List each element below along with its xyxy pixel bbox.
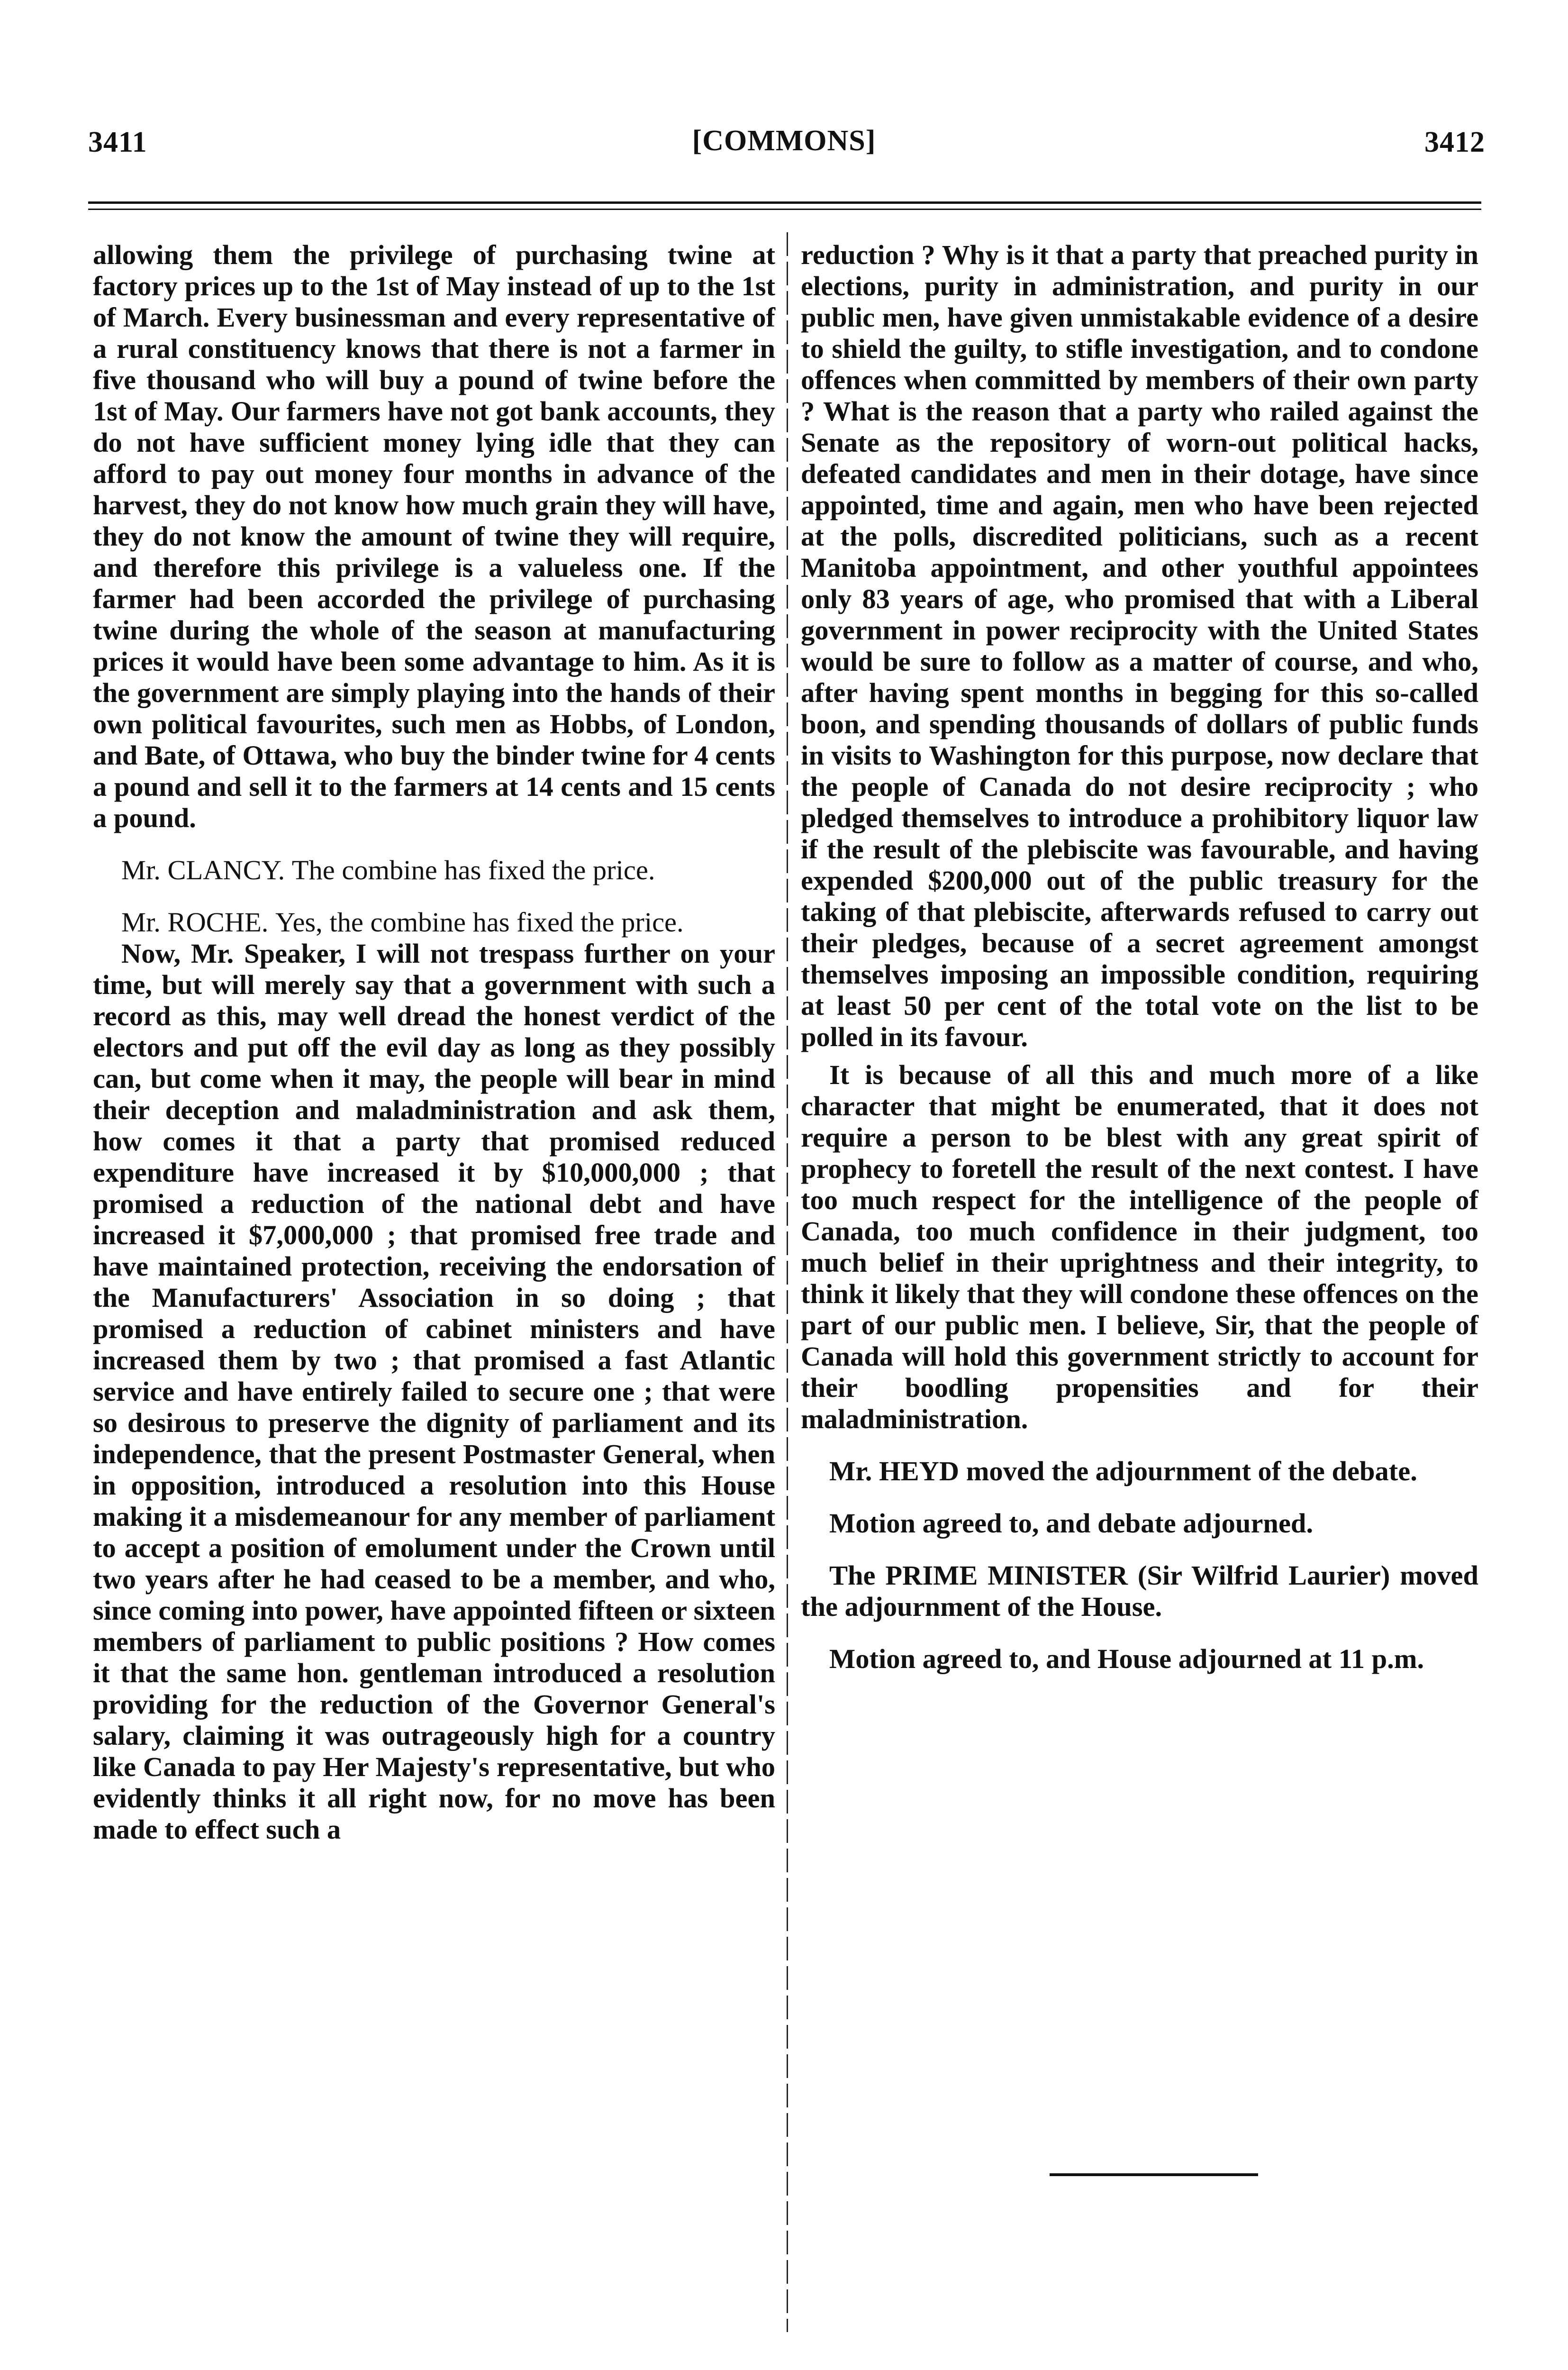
left-paragraph-1: allowing them the privilege of purchasing twine at factory prices up to the 1st of May instead of up to the 1st of March. Every businessman and every representative of a rural constituency knows that there is not a farmer in five thousand who will buy a pound of twine before the 1st of May. Our farmers have not got bank accounts, they do not have sufficient money lying idle that they can afford to pay out money four months in advance of the harvest, they do not know how much grain they will have, they do not know the amount of twine they will require, and therefore this privilege is a valueless one. If the farmer had been accorded the privilege of purchasing twine during the whole of the season at manufacturing prices it would have been some advantage to him. As it is the government are simply playing into the hands of their own political favourites, such men as Hobbs, of London, and Bate, of Ottawa, who buy the binder twine for 4 cents a pound and sell it to the farmers at 14 cents and 15 cents a pound. xyxy=(93,239,775,833)
right-paragraph-prime-minister: The PRIME MINISTER (Sir Wilfrid Laurier) moved the adjournment of the House. xyxy=(801,1560,1478,1622)
speech-text: Yes, the combine has fixed the price. xyxy=(275,907,684,938)
right-column xyxy=(801,239,1478,1675)
right-paragraph-heyd: Mr. HEYD moved the adjournment of the debate. xyxy=(829,1456,1417,1486)
right-paragraph-2: It is because of all this and much more of a like character that might be enumerated, that it does not require a person to be blest with any great spirit of prophecy to foretell the result of the next contest. I have too much respect for the intelligence of the people of Canada, too much confidence in their judgment, too much belief in their uprightness and their integrity, to think it likely that they will condone these offences on the part of our public men. I believe, Sir, that the people of Canada will hold this government strictly to account for their boodling propensities and for their maladministration. xyxy=(801,1059,1478,1434)
header-rule-thin xyxy=(88,209,1481,210)
right-paragraph-motion-2: Motion agreed to, and House adjourned at 11 p.m. xyxy=(829,1643,1424,1674)
page-title: [COMMONS] xyxy=(692,125,876,157)
left-column xyxy=(93,239,775,1845)
right-paragraph-1: reduction ? Why is it that a party that preached purity in elections, purity in administration, and purity in our public men, have given unmistakable evidence of a desire to shield the guilty, to stifle investigation, and to condone offences when committed by members of their own party ? What is the reason that a party who railed against the Senate as the repository of worn-out political hacks, defeated candidates and men in their dotage, have since appointed, time and again, men who have been rejected at the polls, discredited politicians, such as a recent Manitoba appointment, and other youthful appointees only 83 years of age, who promised that with a Liberal government in power reciprocity with the United States would be sure to follow as a matter of course, and who, after having spent months in begging for this so-called boon, and spending thousands of dollars of public funds in visits to Washington for this purpose, now declare that the people of Canada do not desire reciprocity ; who pledged themselves to introduce a prohibitory liquor law if the result of the plebiscite was favourable, and having expended $200,000 out of the public treasury for the taking of that plebiscite, afterwards refused to carry out their pledges, because of a secret agreement amongst themselves imposing an impossible condition, requiring at least 50 per cent of the total vote on the list to be polled in its favour. xyxy=(801,239,1478,1052)
speaker-name: Mr. CLANCY. xyxy=(121,855,285,885)
page-number-left: 3411 xyxy=(88,126,147,158)
left-paragraph-4: Now, Mr. Speaker, I will not trespass further on your time, but will merely say that a government with such a record as this, may well dread the honest verdict of the electors and put off the evil day as long as they possibly can, but come when it may, the people will bear in mind their deception and maladministration and ask them, how comes it that a party that promised reduced expenditure have increased it by $10,000,000 ; that promised a reduction of the national debt and have increased it $7,000,000 ; that promised free trade and have maintained protection, receiving the endorsation of the Manufacturers' Association in so doing ; that promised a reduction of cabinet ministers and have increased them by two ; that promised a fast Atlantic service and have entirely failed to secure one ; that were so desirous to preserve the dignity of parliament and its independence, that the present Postmaster General, when in opposition, introduced a resolution into this House making it a misdemeanour for any member of parliament to accept a position of emolument under the Crown until two years after he had ceased to be a member, and who, since coming into power, have appointed fifteen or sixteen members of parliament to public positions ? How comes it that the same hon. gentleman introduced a resolution providing for the reduction of the Governor General's salary, claiming it was outrageously high for a country like Canada to pay Her Majesty's representative, but who evidently thinks it all right now, for no move has been made to effect such a xyxy=(93,938,775,1845)
right-paragraph-motion-1: Motion agreed to, and debate adjourned. xyxy=(829,1508,1314,1539)
left-paragraph-roche xyxy=(93,907,775,938)
page-number-right: 3412 xyxy=(1424,126,1485,158)
column-divider xyxy=(787,232,788,2332)
speech-text: The combine has fixed the price. xyxy=(291,855,655,885)
section-end-rule xyxy=(1050,2173,1258,2176)
left-paragraph-clancy xyxy=(93,855,775,886)
speaker-name: Mr. ROCHE. xyxy=(121,907,269,938)
header-rule-thick xyxy=(88,201,1481,204)
